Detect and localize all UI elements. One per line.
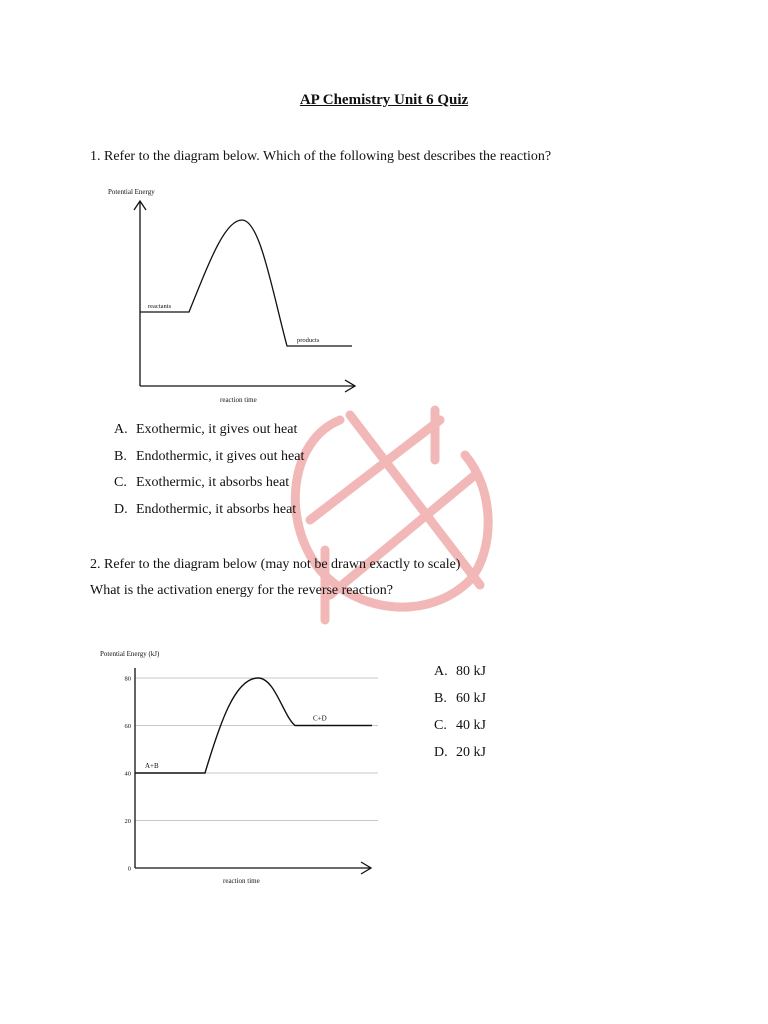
q1-choice-a: A. Exothermic, it gives out heat: [114, 422, 298, 437]
question-2-prompt-line2: What is the activation energy for the reverse reaction?: [90, 583, 393, 598]
q2-choice-c: C. 40 kJ: [434, 718, 486, 733]
diagram1-products-label: products: [297, 337, 320, 344]
question-2-choices: [434, 664, 486, 772]
diagram1-energy-curve: [140, 220, 352, 346]
chart2-y-tick-label: 20: [124, 818, 131, 825]
q1-choice-d: D. Endothermic, it absorbs heat: [114, 501, 297, 517]
q2-choice-d: D. 20 kJ: [434, 745, 486, 760]
question-1-choices: [114, 422, 304, 528]
q1-choice-c: C. Exothermic, it absorbs heat: [114, 475, 290, 490]
chart2-x-label: reaction time: [223, 877, 260, 885]
chart2-product-label: C+D: [313, 714, 327, 723]
page-title: AP Chemistry Unit 6 Quiz: [299, 92, 469, 108]
diagram1-reactants-label: reactants: [148, 303, 172, 310]
diagram1-x-label: reaction time: [220, 396, 257, 404]
q2-choice-b: B. 60 kJ: [434, 691, 486, 706]
q2-choice-a: A. 80 kJ: [434, 664, 486, 679]
chart2-y-tick-label: 0: [127, 865, 131, 873]
question-2-prompt-line1: 2. Refer to the diagram below (may not be drawn exactly to scale): [90, 557, 461, 572]
chart2-y-label: Potential Energy (kJ): [100, 650, 160, 658]
chart2-y-tick-label: 60: [124, 723, 131, 730]
energy-diagram-2: [95, 640, 395, 895]
diagram1-y-label: Potential Energy: [108, 188, 155, 196]
chart2-reactant-label: A+B: [145, 762, 159, 770]
chart2-y-tick-label: 80: [124, 675, 131, 683]
energy-diagram-1: [100, 180, 370, 410]
question-1-prompt: 1. Refer to the diagram below. Which of the following best describes the reaction?: [90, 149, 552, 164]
q1-choice-b: B. Endothermic, it gives out heat: [114, 448, 305, 464]
chart2-y-tick-label: 40: [124, 770, 131, 778]
